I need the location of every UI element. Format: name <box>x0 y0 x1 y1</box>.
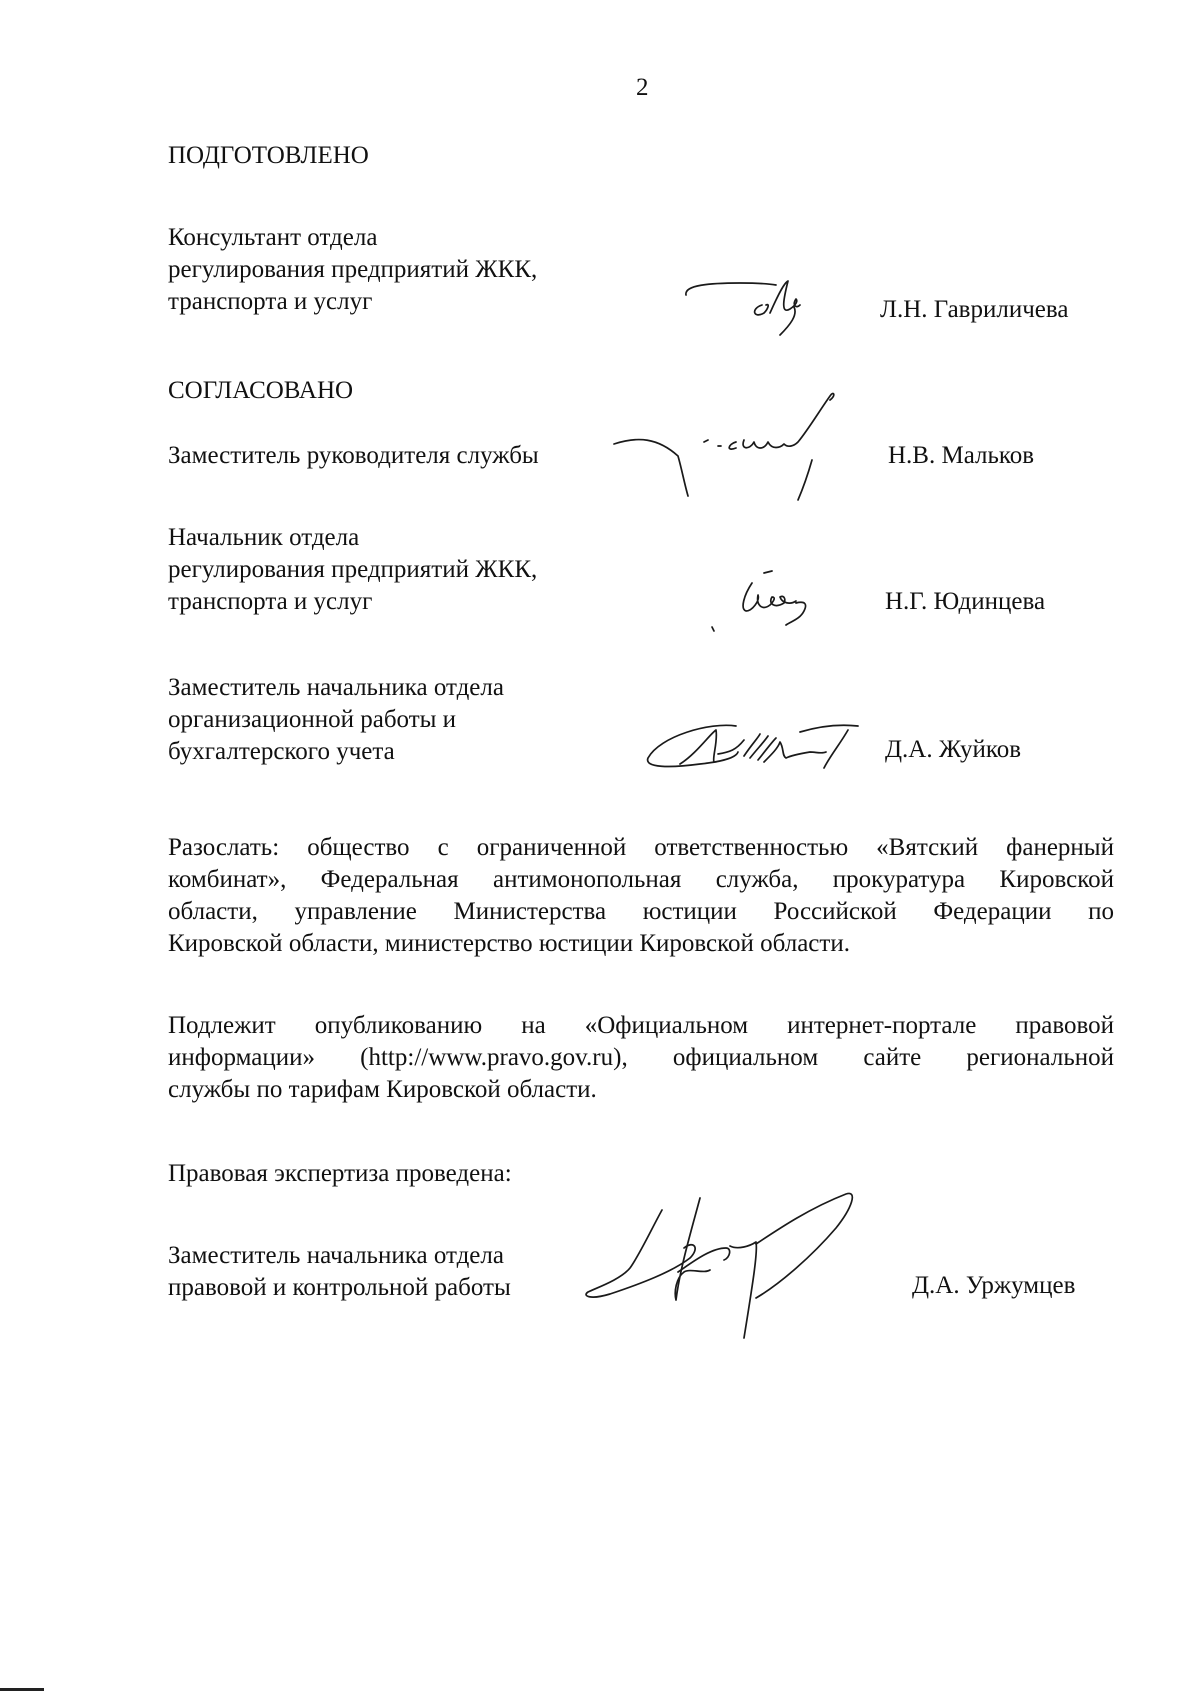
signature-malkov <box>608 390 908 510</box>
position-line: правовой и контрольной работы <box>168 1274 511 1301</box>
distribution-paragraph <box>168 832 1114 960</box>
legal-review-position <box>168 1240 511 1304</box>
position-line: бухгалтерского учета <box>168 738 395 765</box>
signature-stroke <box>686 283 776 295</box>
publication-paragraph <box>168 1010 1114 1106</box>
position-line: Начальник отдела <box>168 524 360 551</box>
signer-name: Н.В. Мальков <box>888 442 1035 469</box>
legal-review-heading: Правовая экспертиза проведена: <box>168 1160 512 1187</box>
signature-stroke <box>755 281 800 335</box>
position-line: Заместитель начальника отдела <box>168 674 504 701</box>
signature-stroke <box>648 725 738 766</box>
signature-stroke <box>712 627 714 631</box>
prepared-position <box>168 222 537 318</box>
signature-stroke <box>704 393 834 449</box>
signer-position <box>168 672 504 768</box>
paragraph-line: службы по тарифам Кировской области. <box>168 1076 597 1103</box>
legal-review-name: Д.А. Уржумцев <box>912 1272 1076 1299</box>
signature-gavrilicheva <box>680 275 830 345</box>
signature-stroke <box>756 1193 852 1298</box>
position-line: транспорта и услуг <box>168 588 373 615</box>
signer-name: Н.Г. Юдинцева <box>885 588 1046 615</box>
position-line: регулирования предприятий ЖКК, <box>168 256 538 283</box>
position-line: транспорта и услуг <box>168 288 373 315</box>
page-number: 2 <box>636 74 649 101</box>
signature-stroke <box>614 440 688 496</box>
prepared-heading: ПОДГОТОВЛЕНО <box>168 142 369 169</box>
position-line: регулирования предприятий ЖКК, <box>168 556 538 583</box>
signature-urzhumtsev <box>580 1188 900 1348</box>
position-line: организационной работы и <box>168 706 457 733</box>
paragraph-line: области, управление Министерства юстиции Российской Федерации по <box>168 898 1114 925</box>
paragraph-line: комбинат», Федеральная антимонопольная служба, прокуратура Кировской <box>168 866 1114 893</box>
position-line: Консультант отдела <box>168 224 378 251</box>
scan-edge-mark <box>0 1688 44 1691</box>
paragraph-line: информации» (http://www.pravo.gov.ru), официальном сайте региональной <box>168 1044 1114 1071</box>
signature-stroke <box>798 460 812 500</box>
paragraph-line: Разослать: общество с ограниченной ответственностью «Вятский фанерный <box>168 834 1114 861</box>
signer-name: Д.А. Жуйков <box>885 736 1022 763</box>
signature-stroke <box>675 1198 710 1300</box>
signature-zhuikov <box>640 712 880 782</box>
position-line: Заместитель начальника отдела <box>168 1242 504 1269</box>
signer-position <box>168 440 539 472</box>
paragraph-line: Подлежит опубликованию на «Официальном интернет-портале правовой <box>168 1012 1114 1039</box>
signer-position <box>168 522 537 618</box>
signature-stroke <box>800 725 858 768</box>
signature-stroke <box>743 571 805 625</box>
position-line: Заместитель руководителя службы <box>168 442 539 469</box>
signature-yudintseva <box>700 565 840 645</box>
signature-stroke <box>680 730 826 764</box>
prepared-name: Л.Н. Гавриличева <box>880 296 1069 323</box>
agreed-heading: СОГЛАСОВАНО <box>168 377 354 404</box>
signature-stroke <box>730 1242 756 1338</box>
paragraph-line: Кировской области, министерство юстиции Кировской области. <box>168 930 850 957</box>
